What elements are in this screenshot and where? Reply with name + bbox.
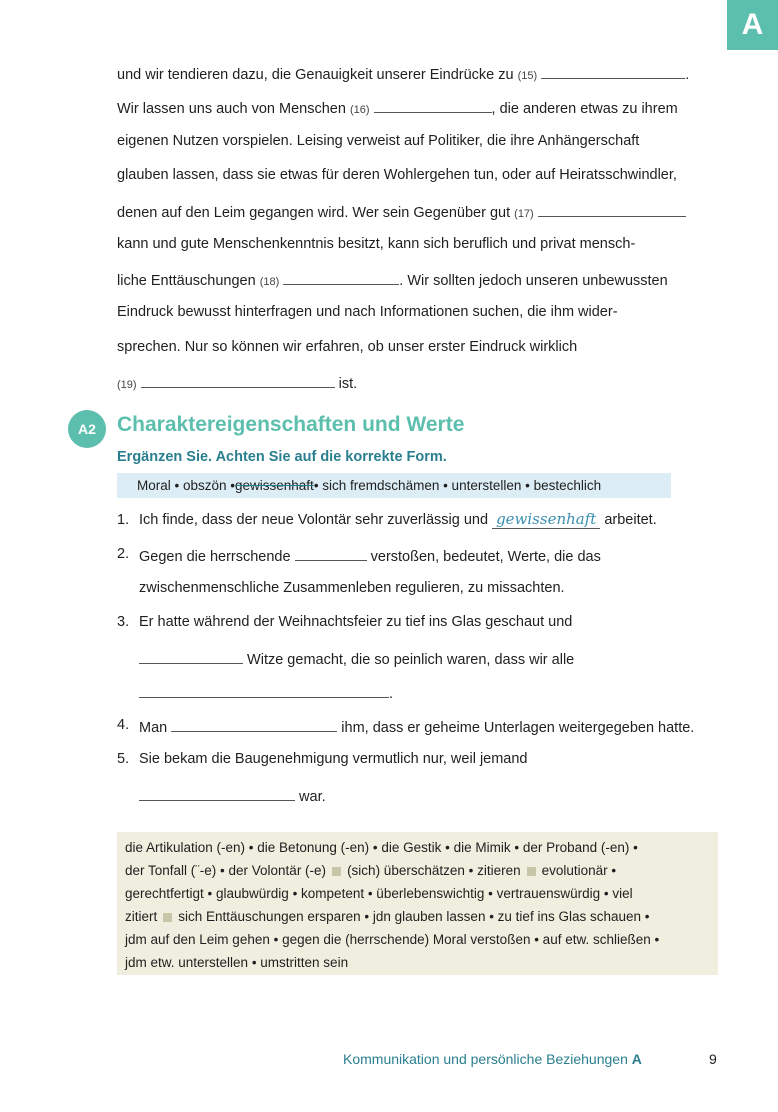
gap-18-blank[interactable]: [283, 270, 399, 285]
exercise-3: Er hatte während der Weihnachtsfeier zu tief ins Glas geschaut und: [139, 614, 573, 630]
text-line-3: eigenen Nutzen vorspielen. Leising verweist auf Politiker, die ihre Anhängerschaft: [117, 133, 640, 149]
text-line-9: sprechen. Nur so können wir erfahren, ob unser erster Eindruck wirklich: [117, 339, 578, 355]
exercise-5-continued: [139, 786, 326, 805]
vocab-line: gerechtfertigt • glaubwürdig • kompetent • überlebenswichtig • vertrauenswürdig • viel: [125, 886, 633, 901]
separator-square-icon: [332, 867, 341, 876]
text-line-7: [117, 270, 668, 289]
gap-number-18: (18): [259, 276, 280, 288]
vocab-line: jdm etw. unterstellen • umstritten sein: [125, 955, 349, 970]
text-segment: .: [685, 67, 690, 83]
separator-square-icon: [163, 913, 172, 922]
gap-number-16: (16): [349, 104, 370, 116]
word-box: [117, 473, 671, 498]
answer-blank[interactable]: [139, 683, 389, 698]
text-segment: ist.: [338, 376, 358, 392]
text-segment: Gegen die herrschende: [139, 549, 291, 565]
text-line-6: kann und gute Menschenkenntnis besitzt, kann sich beruflich und privat mensch-: [117, 236, 636, 252]
chapter-title: Kommunikation und persönliche Beziehungen: [343, 1051, 628, 1067]
gap-17-blank[interactable]: [538, 202, 686, 217]
text-line-1: [117, 64, 689, 83]
text-line-10: [117, 373, 357, 392]
separator-square-icon: [527, 867, 536, 876]
item-number: 5.: [117, 751, 130, 767]
exercise-2: [139, 546, 601, 565]
crossed-out-word: gewissenhaft: [235, 478, 314, 493]
vocab-line: [125, 859, 710, 882]
vocab-line: die Artikulation (-en) • die Betonung (-en) • die Gestik • die Mimik • der Proband (-en) •: [125, 840, 638, 855]
text-segment: , die anderen etwas zu ihrem: [491, 101, 678, 117]
gap-number-15: (15): [517, 70, 538, 82]
item-number: 2.: [117, 546, 130, 562]
text-line-4: glauben lassen, dass sie etwas für deren Wohlergehen tun, oder auf Heiratsschwindler,: [117, 167, 677, 183]
vocabulary-box: [117, 832, 718, 975]
item-number: 4.: [117, 717, 130, 733]
section-title: Charaktereigenschaften und Werte: [117, 413, 465, 436]
exercise-3-end: [139, 683, 393, 702]
text-segment: . Wir sollten jedoch unseren unbewussten: [399, 273, 668, 289]
chapter-tab: A: [727, 0, 778, 50]
item-number: 1.: [117, 512, 130, 528]
item-number: 3.: [117, 614, 130, 630]
word-list-start: Moral • obszön •: [137, 478, 235, 493]
text-line-2: [117, 98, 678, 117]
gap-15-blank[interactable]: [541, 64, 685, 79]
text-segment: Ich finde, dass der neue Volontär sehr zuverlässig und: [139, 512, 489, 528]
exercise-3-continued: [139, 649, 574, 668]
answer-blank[interactable]: [171, 717, 337, 732]
vocab-text: (sich) überschätzen • zitieren: [347, 863, 521, 878]
gap-number-17: (17): [514, 208, 534, 220]
text-segment: Witze gemacht, die so peinlich waren, dass wir alle: [247, 652, 575, 668]
gap-16-blank[interactable]: [374, 98, 492, 113]
answer-blank[interactable]: [139, 786, 295, 801]
text-segment: liche Enttäuschungen: [117, 273, 256, 289]
exercise-4: [139, 717, 694, 736]
text-segment: Wir lassen uns auch von Menschen: [117, 101, 346, 117]
text-line-8: Eindruck bewusst hinterfragen und nach Informationen suchen, die ihm wider-: [117, 304, 618, 320]
section-badge: A2: [68, 410, 106, 448]
text-segment: ihm, dass er geheime Unterlagen weitergegeben hatte.: [341, 720, 695, 736]
vocab-line: jdm auf den Leim gehen • gegen die (herrschende) Moral verstoßen • auf etw. schließen •: [125, 932, 660, 947]
word-list-end: • sich fremdschämen • unterstellen • bestechlich: [313, 478, 602, 493]
instruction: Ergänzen Sie. Achten Sie auf die korrekte Form.: [117, 449, 447, 465]
answer-blank[interactable]: [139, 649, 243, 664]
text-segment: und wir tendieren dazu, die Genauigkeit unserer Eindrücke zu: [117, 67, 514, 83]
gap-number-19: (19): [117, 379, 137, 391]
text-line-5: [117, 202, 686, 221]
text-segment: verstoßen, bedeutet, Werte, die das: [370, 549, 601, 565]
exercise-5: Sie bekam die Baugenehmigung vermutlich nur, weil jemand: [139, 751, 528, 767]
vocab-line: [125, 905, 710, 928]
footer-chapter: [343, 1051, 642, 1067]
exercise-2-continued: zwischenmenschliche Zusammenleben regulieren, zu missachten.: [139, 580, 565, 596]
exercise-1: [139, 510, 657, 528]
text-segment: Man: [139, 720, 168, 736]
text-segment: war.: [299, 789, 326, 805]
gap-19-blank[interactable]: [141, 373, 335, 388]
chapter-letter: A: [631, 1051, 642, 1067]
vocab-text: zitiert: [125, 909, 158, 924]
vocab-text: sich Enttäuschungen ersparen • jdn glauben lassen • zu tief ins Glas schauen •: [178, 909, 650, 924]
text-segment: .: [389, 686, 394, 702]
text-segment: arbeitet.: [604, 512, 657, 528]
page-number: 9: [709, 1051, 717, 1067]
vocab-text: evolutionär •: [541, 863, 617, 878]
vocab-text: der Tonfall (¨-e) • der Volontär (-e): [125, 863, 327, 878]
text-segment: denen auf den Leim gegangen wird. Wer sein Gegenüber gut: [117, 205, 511, 221]
answer-blank[interactable]: [295, 546, 367, 561]
example-answer[interactable]: gewissenhaft: [492, 510, 600, 529]
